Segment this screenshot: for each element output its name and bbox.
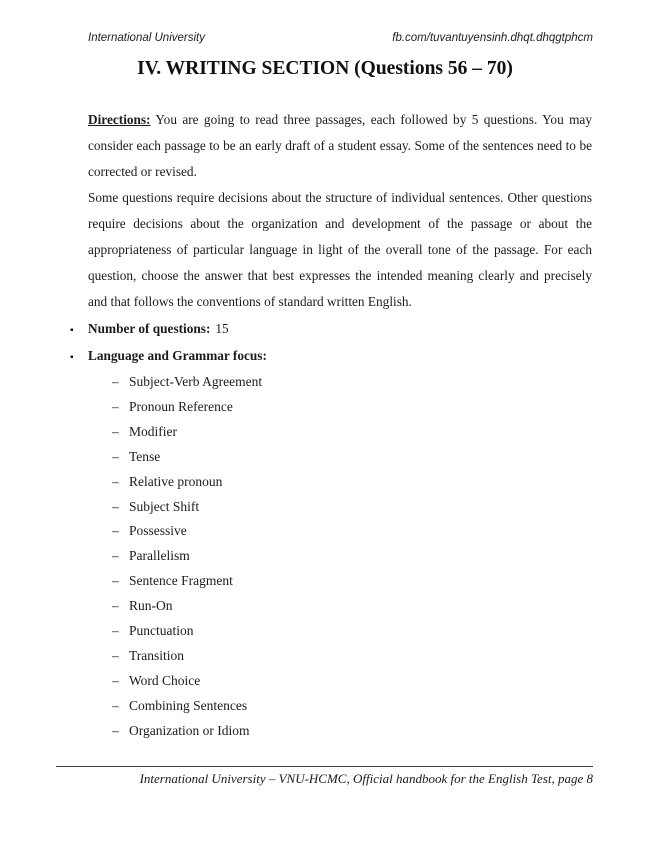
list-item <box>112 644 592 669</box>
dash-marker: – <box>112 598 119 614</box>
dash-marker: – <box>112 374 119 389</box>
list-item <box>112 470 592 495</box>
list-item-label: Parallelism <box>129 548 190 564</box>
dash-marker: – <box>112 398 119 414</box>
dash-marker: – <box>112 672 119 688</box>
overview-paragraph: Some questions require decisions about the structure of individual sentences. Other questions require decisions about the organization and development of the passage or about the appropriateness of particular language in light of the overall tone of the passage. For each question, choose the answer that best expresses the intended meaning clearly and precisely and that follows the conventions of standard written English. <box>88 190 592 310</box>
list-item <box>112 719 592 744</box>
list-item <box>112 669 592 694</box>
list-item-label: Tense <box>129 448 161 464</box>
footer-citation: International University – VNU-HCMC, Official handbook for the English Test, page 8 <box>139 771 593 786</box>
list-item-label: Organization or Idiom <box>129 722 250 738</box>
list-item <box>112 495 592 520</box>
list-item-label: Subject Shift <box>129 498 200 514</box>
page-header <box>88 31 593 45</box>
list-item-label: Possessive <box>129 523 187 539</box>
dash-marker: – <box>112 722 119 738</box>
dash-marker: – <box>112 548 119 564</box>
bullet-label: Language and Grammar focus: <box>88 348 267 364</box>
directions-paragraph <box>88 107 592 185</box>
dash-marker: – <box>112 573 119 589</box>
list-item <box>112 395 592 420</box>
list-item-label: Run-On <box>129 598 173 614</box>
header-left-institution: International University <box>88 32 205 44</box>
list-item-label: Pronoun Reference <box>129 398 233 414</box>
dash-marker: – <box>112 423 119 439</box>
list-item <box>112 544 592 569</box>
list-item <box>112 694 592 719</box>
dash-marker: – <box>112 448 119 464</box>
dash-marker: – <box>112 623 119 639</box>
list-item-label: Combining Sentences <box>129 697 248 713</box>
list-item <box>112 519 592 544</box>
list-item <box>112 594 592 619</box>
list-item-label: Modifier <box>129 423 177 439</box>
dash-marker: – <box>112 498 119 514</box>
list-item <box>112 420 592 445</box>
dash-marker: – <box>112 523 119 539</box>
list-item <box>112 445 592 470</box>
list-item-label: Sentence Fragment <box>129 573 233 589</box>
page-footer <box>56 766 593 787</box>
square-bullet-icon: ▪ <box>70 352 74 364</box>
bullet-language-grammar-focus <box>70 343 592 370</box>
directions-label: Directions: <box>88 112 151 128</box>
bullet-value: 15 <box>215 321 229 336</box>
bullet-label: Number of questions: <box>88 321 211 336</box>
bullet-number-of-questions <box>70 316 592 343</box>
list-item-label: Punctuation <box>129 623 194 639</box>
list-item <box>112 619 592 644</box>
grammar-focus-list <box>112 370 592 744</box>
list-item <box>112 370 592 395</box>
header-right-fb-url: fb.com/tuvantuyensinh.dhqt.dhqgtphcm <box>392 32 593 44</box>
list-item-label: Subject-Verb Agreement <box>129 374 263 389</box>
dash-marker: – <box>112 647 119 663</box>
list-item <box>112 569 592 594</box>
section-title: IV. WRITING SECTION (Questions 56 – 70) <box>137 58 513 79</box>
directions-text: You are going to read three passages, each followed by 5 questions. You may consider each passage to be an early draft of a student essay. Some of the sentences need to be corrected or revised. <box>88 112 592 180</box>
list-item-label: Word Choice <box>129 672 201 688</box>
list-item-label: Transition <box>129 647 185 663</box>
dash-marker: – <box>112 697 119 713</box>
dash-marker: – <box>112 473 119 489</box>
summary-bullet-list <box>70 316 592 370</box>
list-item-label: Relative pronoun <box>129 473 223 489</box>
square-bullet-icon: ▪ <box>70 325 74 336</box>
